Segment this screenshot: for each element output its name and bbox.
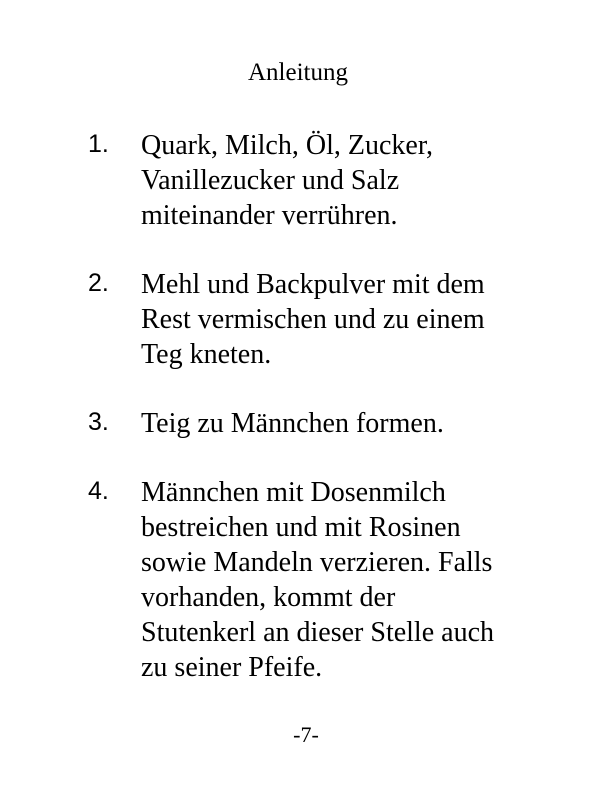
step-number: 3. — [88, 408, 109, 436]
page-number: -7- — [293, 722, 319, 747]
step-text: Männchen mit Dosenmilch bestreichen und mit Rosinen sowie Mandeln verzieren. Falls vorhanden, kommt der Stutenkerl an dieser Stelle auch zu seiner Pfeife. — [141, 477, 494, 683]
instruction-step-4 — [88, 475, 588, 685]
step-text: Teig zu Männchen formen. — [141, 408, 444, 439]
step-number: 4. — [88, 477, 109, 505]
page-title: Anleitung — [248, 59, 348, 86]
instruction-list — [88, 128, 588, 719]
step-number: 1. — [88, 130, 109, 158]
step-text: Mehl und Backpulver mit dem Rest vermischen und zu einem Teg kneten. — [141, 269, 485, 370]
instruction-step-3 — [88, 406, 588, 441]
step-text: Quark, Milch, Öl, Zucker, Vanillezucker und Salz miteinander verrühren. — [141, 130, 434, 231]
instruction-step-1 — [88, 128, 588, 233]
step-number: 2. — [88, 269, 109, 297]
instruction-step-2 — [88, 267, 588, 372]
